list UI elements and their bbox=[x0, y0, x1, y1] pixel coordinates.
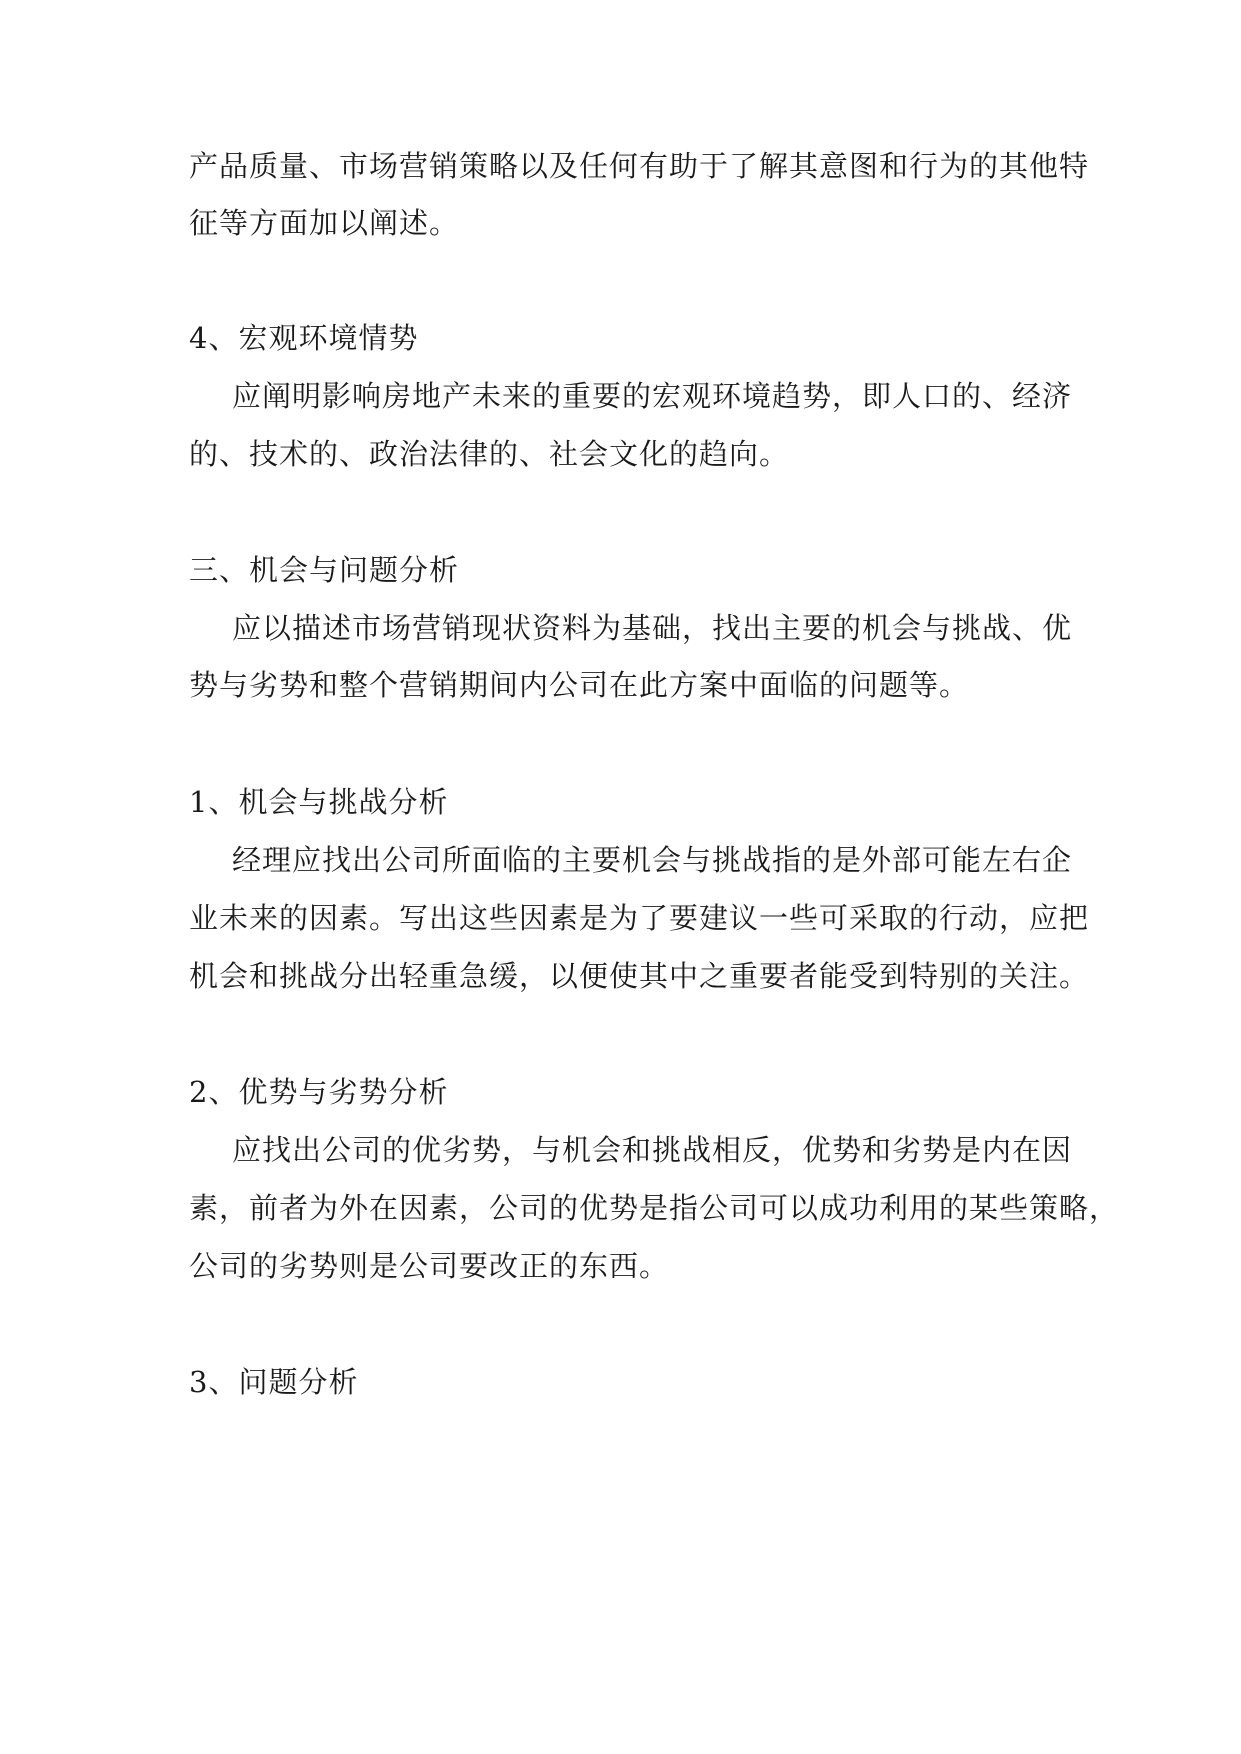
section-heading-strength: 2、优势与劣势分析 bbox=[189, 1075, 449, 1109]
intro-line: 征等方面加以阐述。 bbox=[189, 206, 460, 240]
paragraph-line: 业未来的因素。写出这些因素是为了要建议一些可采取的行动，应把 bbox=[189, 901, 1090, 935]
paragraph-line: 经理应找出公司所面临的主要机会与挑战指的是外部可能左右企 bbox=[232, 843, 1073, 877]
section-heading-problem: 3、问题分析 bbox=[189, 1365, 359, 1399]
paragraph-line: 的、技术的、政治法律的、社会文化的趋向。 bbox=[189, 437, 790, 471]
paragraph-line: 公司的劣势则是公司要改正的东西。 bbox=[189, 1249, 670, 1283]
paragraph-line: 势与劣势和整个营销期间内公司在此方案中面临的问题等。 bbox=[189, 668, 970, 702]
paragraph-line: 机会和挑战分出轻重急缓，以便使其中之重要者能受到特别的关注。 bbox=[189, 959, 1090, 993]
paragraph-line: 应阐明影响房地产未来的重要的宏观环境趋势，即人口的、经济 bbox=[232, 379, 1073, 413]
paragraph-line: 应以描述市场营销现状资料为基础，找出主要的机会与挑战、优 bbox=[232, 611, 1073, 645]
paragraph-line: 素，前者为外在因素，公司的优势是指公司可以成功利用的某些策略， bbox=[189, 1191, 1120, 1225]
intro-line: 产品质量、市场营销策略以及任何有助于了解其意图和行为的其他特 bbox=[189, 149, 1090, 183]
section-heading-challenge: 1、机会与挑战分析 bbox=[189, 785, 449, 819]
paragraph-line: 应找出公司的优劣势，与机会和挑战相反，优势和劣势是内在因 bbox=[232, 1133, 1073, 1167]
section-heading-opportunity: 三、机会与问题分析 bbox=[189, 553, 460, 587]
section-heading-macro: 4、宏观环境情势 bbox=[189, 321, 419, 355]
